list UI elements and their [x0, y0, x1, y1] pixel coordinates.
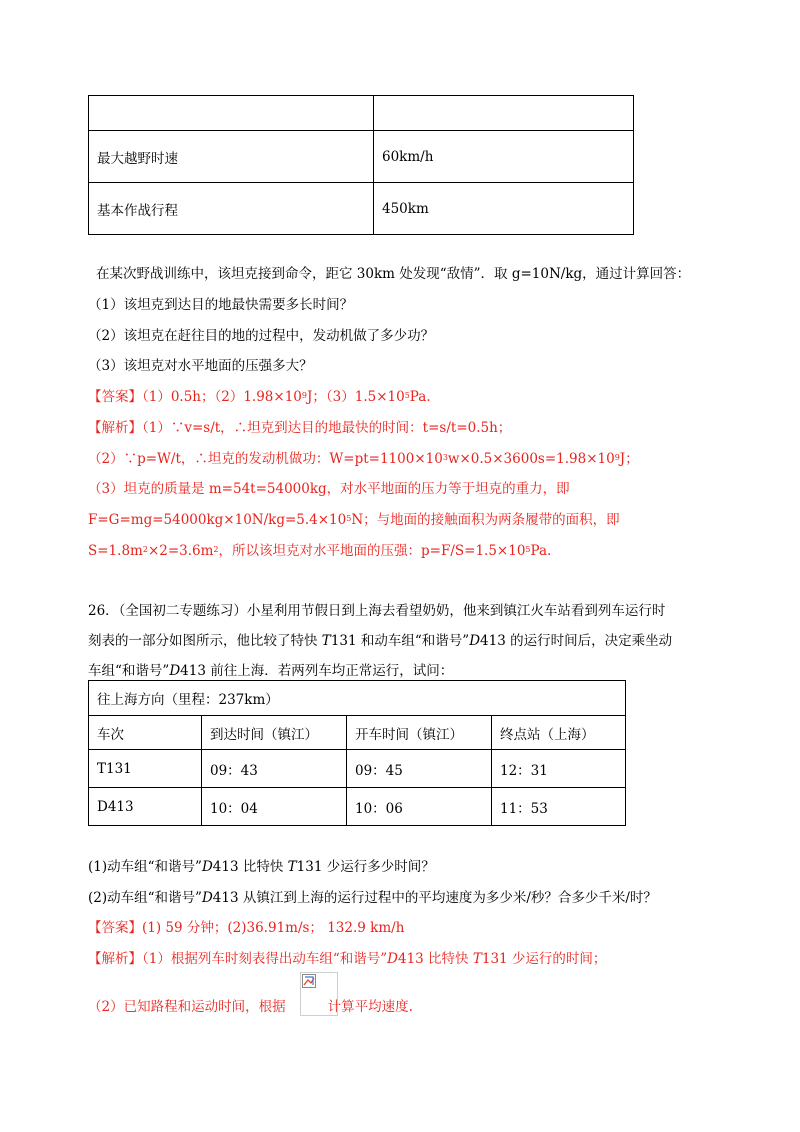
q26-stem-line2: 刻表的一部分如图所示，他比较了特快 T131 和动车组“和谐号”D413 的运行时间后，决定乘坐动 [88, 633, 673, 649]
q25-analysis-line3: （3）坦克的质量是 m=54t=54000kg，对水平地面的压力等于坦克的重力，即 [88, 481, 570, 497]
timetable-cell: 11：53 [492, 788, 626, 826]
train-timetable [88, 680, 626, 826]
timetable-title: 往上海方向（里程：237km） [89, 681, 626, 716]
q26-analysis-line1: 【解析】（1）根据列车时刻表得出动车组“和谐号”D413 比特快 T131 少运行的时间； [88, 951, 607, 967]
timetable-header: 车次 [89, 716, 202, 750]
spec-name-cell [89, 96, 374, 131]
q25-intro: 在某次野战训练中，该坦克接到命令，距它 30km 处发现“敌情”．取 g=10N/kg，通过计算回答： [96, 266, 691, 282]
q26-stem-line1: 26．（全国初二专题练习）小星利用节假日到上海去看望奶奶，他来到镇江火车站看到列车运行时 [88, 603, 666, 619]
q25-sub1: （1）该坦克到达目的地最快需要多长时间？ [88, 297, 354, 313]
q25-analysis-line5: $S=1.8m^2\times 2=3.6m^2$，所以该坦克对水平地面的压强：$p=F/S=1.5\times 10^5Pa$. [88, 543, 552, 559]
q25-sub2: （2）该坦克在赶往目的地的过程中，发动机做了多少功？ [88, 328, 435, 344]
q26-sub2: (2)动车组“和谐号”D413 从镇江到上海的运行过程中的平均速度为多少米/秒？合多少千米/时？ [88, 890, 657, 906]
q25-analysis-line2: （2）∵p=W/t，∴坦克的发动机做功：$W=pt=1100\times 10^3w\times 0.5\times 3600s=1.98\times 10^9J$； [88, 451, 639, 467]
spec-value-cell: 60km/h [374, 131, 634, 183]
tank-spec-table [88, 95, 634, 235]
analysis-tag: 【解析】 [88, 951, 142, 967]
spec-name-cell: 基本作战行程 [89, 183, 374, 235]
timetable-cell: T131 [89, 750, 202, 788]
timetable-cell: 12：31 [492, 750, 626, 788]
table-row [89, 788, 626, 826]
timetable-cell: 09：43 [202, 750, 347, 788]
timetable-header: 开车时间（镇江） [347, 716, 492, 750]
q25-sub3: （3）该坦克对水平地面的压强多大？ [88, 358, 313, 374]
timetable-cell: D413 [89, 788, 202, 826]
q26-stem-line3: 车组“和谐号”D413 前往上海．若两列车均正常运行，试问： [88, 663, 454, 679]
q26-sub1: (1)动车组“和谐号”D413 比特快 T131 少运行多少时间？ [88, 859, 435, 875]
timetable-cell: 09：45 [347, 750, 492, 788]
timetable-header: 终点站（上海） [492, 716, 626, 750]
q25-analysis-line1: 【解析】（1）∵v=s/t，∴坦克到达目的地最快的时间：t=s/t=0.5h； [88, 420, 512, 436]
timetable-cell: 10：04 [202, 788, 347, 826]
spec-value-cell [374, 96, 634, 131]
analysis-tag: 【解析】 [88, 420, 142, 436]
q25-answer: 【答案】（1）0.5h；$(2)1.98\times 10^9J$；$(3)1.5\times 10^5Pa$. [88, 389, 431, 405]
q26-analysis-line2: （2）已知路程和运动时间，根据 计算平均速度. [88, 999, 413, 1015]
timetable-cell: 10：06 [347, 788, 492, 826]
spec-name-cell: 最大越野时速 [89, 131, 374, 183]
q26-answer: 【答案】(1) 59 分钟；(2)36.91m/s； 132.9 km/h [88, 920, 405, 936]
q25-analysis-line4: $F=G=mg=54000kg\times 10N/kg=5.4\times 10^5N$；与地面的接触面积为两条履带的面积，即 [88, 512, 620, 528]
table-row [89, 750, 626, 788]
spec-value-cell: 450km [374, 183, 634, 235]
timetable-header: 到达时间（镇江） [202, 716, 347, 750]
answer-tag: 【答案】 [88, 920, 142, 936]
answer-tag: 【答案】 [88, 389, 142, 405]
